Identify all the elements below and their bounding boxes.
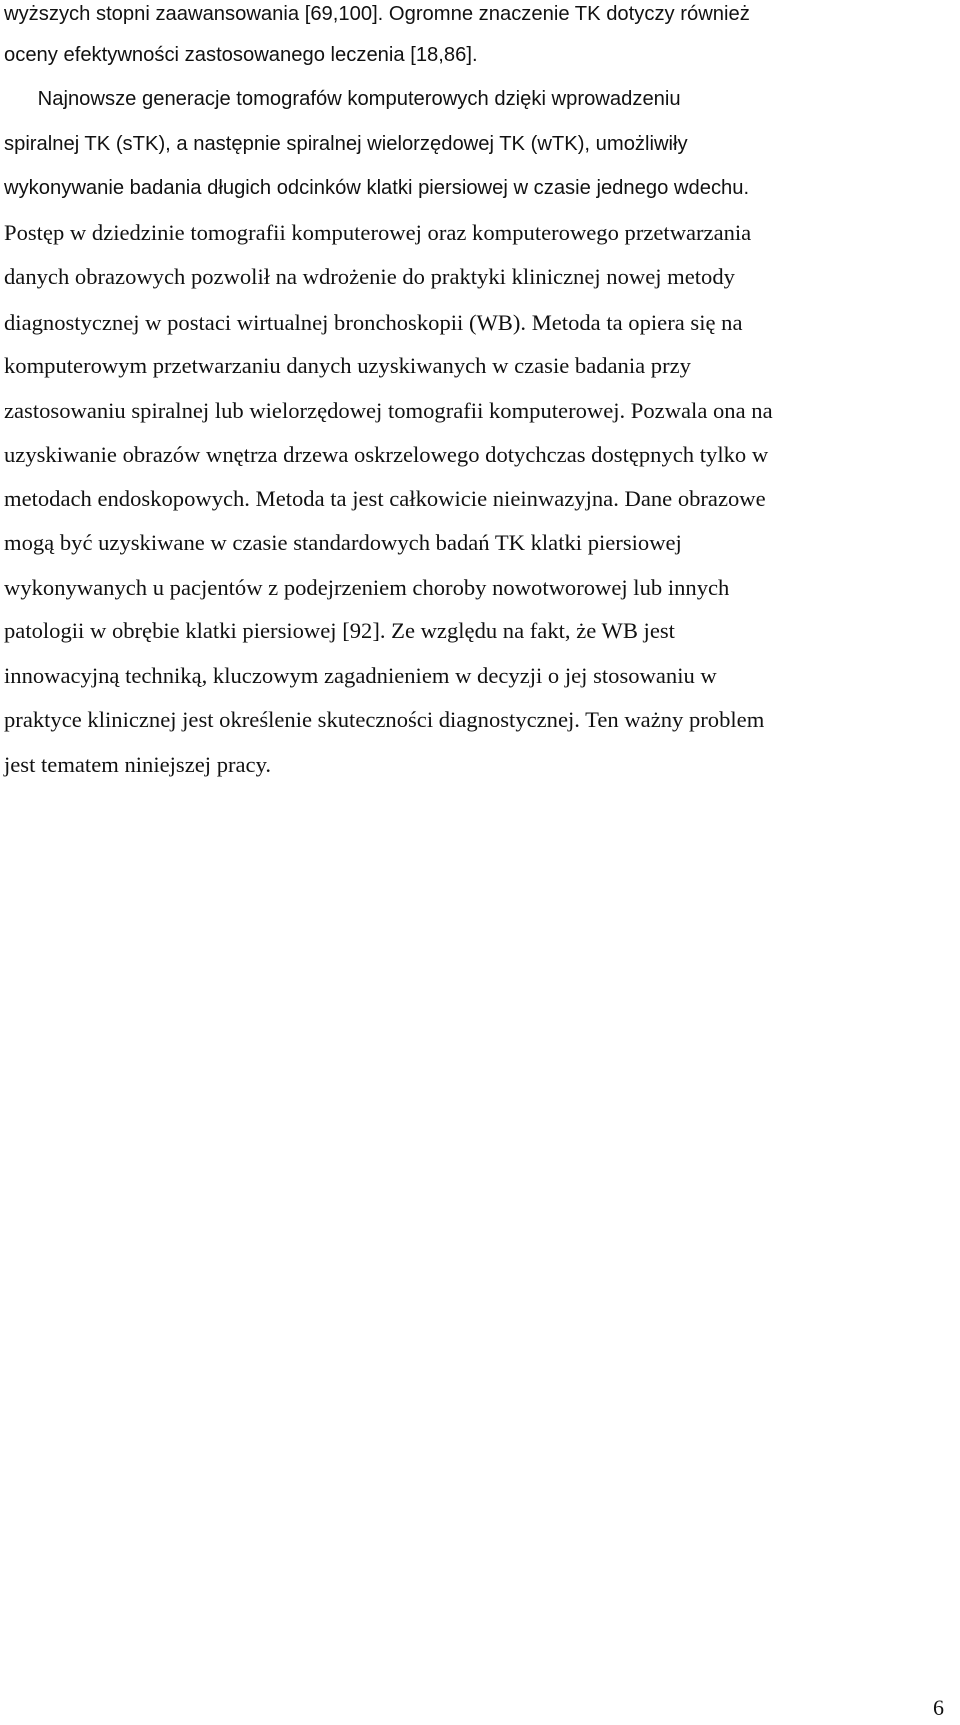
text-line-7: danych obrazowych pozwolił na wdrożenie do praktyki klinicznej nowej metody <box>4 264 735 289</box>
text-line-4: spiralnej TK (sTK), a następnie spiralnej wielorzędowej TK (wTK), umożliwiły <box>4 133 688 155</box>
page-number: 6 <box>933 1695 944 1720</box>
text-line-2: oceny efektywności zastosowanego leczenia [18,86]. <box>4 44 478 66</box>
text-line-3: Najnowsze generacje tomografów komputerowych dzięki wprowadzeniu <box>4 88 681 110</box>
text-line-12: metodach endoskopowych. Metoda ta jest całkowicie nieinwazyjna. Dane obrazowe <box>4 486 766 511</box>
text-line-14: wykonywanych u pacjentów z podejrzeniem choroby nowotworowej lub innych <box>4 575 730 600</box>
text-line-17: praktyce klinicznej jest określenie skuteczności diagnostycznej. Ten ważny problem <box>4 707 765 732</box>
text-line-5: wykonywanie badania długich odcinków klatki piersiowej w czasie jednego wdechu. <box>4 177 750 199</box>
text-line-15: patologii w obrębie klatki piersiowej [92]. Ze względu na fakt, że WB jest <box>4 618 675 643</box>
text-line-1: wyższych stopni zaawansowania [69,100]. Ogromne znaczenie TK dotyczy również <box>4 3 750 25</box>
text-line-10: zastosowaniu spiralnej lub wielorzędowej tomografii komputerowej. Pozwala ona na <box>4 398 773 423</box>
text-line-13: mogą być uzyskiwane w czasie standardowych badań TK klatki piersiowej <box>4 530 682 555</box>
text-line-8: diagnostycznej w postaci wirtualnej bronchoskopii (WB). Metoda ta opiera się na <box>4 310 743 335</box>
text-line-16: innowacyjną techniką, kluczowym zagadnieniem w decyzji o jej stosowaniu w <box>4 663 717 688</box>
text-line-9: komputerowym przetwarzaniu danych uzyskiwanych w czasie badania przy <box>4 353 691 378</box>
text-line-18: jest tematem niniejszej pracy. <box>4 752 272 777</box>
text-line-11: uzyskiwanie obrazów wnętrza drzewa oskrzelowego dotychczas dostępnych tylko w <box>4 442 769 467</box>
text-line-6: Postęp w dziedzinie tomografii komputerowej oraz komputerowego przetwarzania <box>4 220 752 245</box>
